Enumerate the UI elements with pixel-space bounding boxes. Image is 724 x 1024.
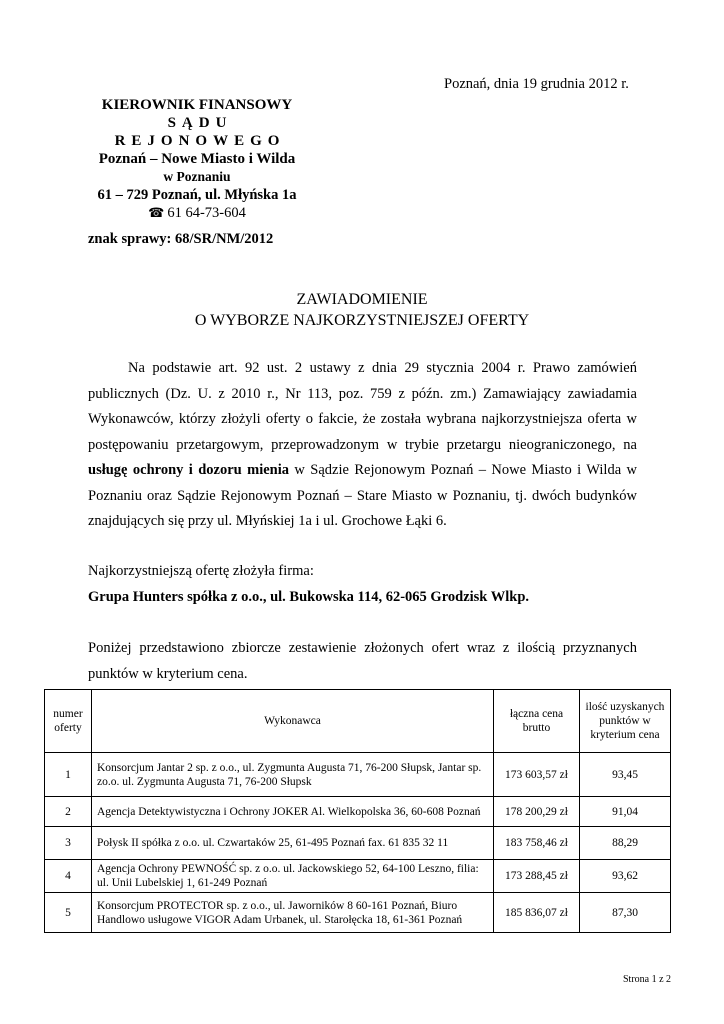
offer-number: 4 [45, 860, 92, 893]
title-line-1: ZAWIADOMIENIE [296, 291, 428, 308]
offer-contractor: Konsorcjum PROTECTOR sp. z o.o., ul. Jaworników 8 60-161 Poznań, Biuro Handlowo usługowe VIGOR Adam Urbanek, ul. Starołęcka 18, 61-361 Poznań [92, 893, 494, 933]
header-price: łączna cena brutto [494, 690, 580, 753]
offer-points: 91,04 [580, 797, 671, 827]
offer-contractor: Konsorcjum Jantar 2 sp. z o.o., ul. Zygmunta Augusta 71, 76-200 Słupsk, Jantar sp. zo.o. ul. Zygmunta Augusta 71, 76-200 Słupsk [92, 753, 494, 797]
phone-icon: ☎ [148, 205, 165, 220]
main-paragraph [88, 356, 637, 535]
header-contractor: Wykonawca [92, 690, 494, 753]
case-number: znak sprawy: 68/SR/NM/2012 [88, 231, 274, 247]
paragraph-part-1: Na podstawie art. 92 ust. 2 ustawy z dnia 29 stycznia 2004 r. Prawo zamówień publicznych (Dz. U. z 2010 r., Nr 113, poz. 759 z późn. zm.) Zamawiający zawiadamia Wykonawców, którzy złożyli oferty o fakcie, że została wybrana najkorzystniejsza oferta w postępowaniu przetargowym, przeprowadzonym w trybie przetargu nieograniczonego, na [88, 360, 637, 453]
phone-number: 61 64-73-604 [167, 205, 246, 221]
table-row [45, 827, 671, 860]
offer-number: 5 [45, 893, 92, 933]
letterhead-phone [80, 204, 314, 222]
offers-table [44, 689, 671, 933]
letterhead [80, 96, 314, 222]
offer-price: 173 603,57 zł [494, 753, 580, 797]
letterhead-address: 61 – 729 Poznań, ul. Młyńska 1a [97, 187, 297, 203]
offer-price: 185 836,07 zł [494, 893, 580, 933]
offer-number: 2 [45, 797, 92, 827]
offer-number: 3 [45, 827, 92, 860]
offer-price: 173 288,45 zł [494, 860, 580, 893]
header-points: ilość uzyskanych punktów w kryterium cena [580, 690, 671, 753]
document-title [0, 289, 724, 331]
offer-number: 1 [45, 753, 92, 797]
header-number: numer oferty [45, 690, 92, 753]
letterhead-location: w Poznaniu [163, 169, 231, 184]
service-name: usługę ochrony i dozoru mienia [88, 462, 290, 478]
table-row [45, 893, 671, 933]
offer-points: 93,45 [580, 753, 671, 797]
page-footer: Strona 1 z 2 [623, 974, 672, 985]
table-row [45, 860, 671, 893]
title-line-2: O WYBORZE NAJKORZYSTNIEJSZEJ OFERTY [194, 312, 530, 329]
document-date: Poznań, dnia 19 grudnia 2012 r. [444, 76, 629, 92]
letterhead-title: KIEROWNIK FINANSOWY [101, 97, 293, 113]
offer-points: 88,29 [580, 827, 671, 860]
offer-contractor: Połysk II spółka z o.o. ul. Czwartaków 25, 61-495 Poznań fax. 61 835 32 11 [92, 827, 494, 860]
winner-company: Grupa Hunters spółka z o.o., ul. Bukowska 114, 62-065 Grodzisk Wlkp. [88, 589, 530, 605]
table-row [45, 753, 671, 797]
offer-contractor: Agencja Detektywistyczna i Ochrony JOKER Al. Wielkopolska 36, 60-608 Poznań [92, 797, 494, 827]
letterhead-city: Poznań – Nowe Miasto i Wilda [98, 151, 296, 167]
paragraph-part-2: w Sądzie Rejonowym Poznań – Nowe Miasto i Wilda w Poznaniu oraz Sądzie Rejonowym Poznań – Stare Miasto w Poznaniu, tj. dwóch budynków znajdujących się przy ul. Młyńskiej 1a i ul. Grochowe Łąki 6. [88, 462, 638, 529]
offer-points: 93,62 [580, 860, 671, 893]
offer-price: 183 758,46 zł [494, 827, 580, 860]
winner-intro: Najkorzystniejszą ofertę złożyła firma: [88, 563, 314, 579]
offer-points: 87,30 [580, 893, 671, 933]
offer-price: 178 200,29 zł [494, 797, 580, 827]
offer-contractor: Agencja Ochrony PEWNOŚĆ sp. z o.o. ul. Jackowskiego 52, 64-100 Leszno, filia: ul. Unii Lubelskiej 1, 61-249 Poznań [92, 860, 494, 893]
summary-text: Poniżej przedstawiono zbiorcze zestawienie złożonych ofert wraz z ilością przyznanych punktów w kryterium cena. [88, 640, 637, 682]
table-row [45, 797, 671, 827]
letterhead-court: SĄDU REJONOWEGO [114, 115, 286, 149]
